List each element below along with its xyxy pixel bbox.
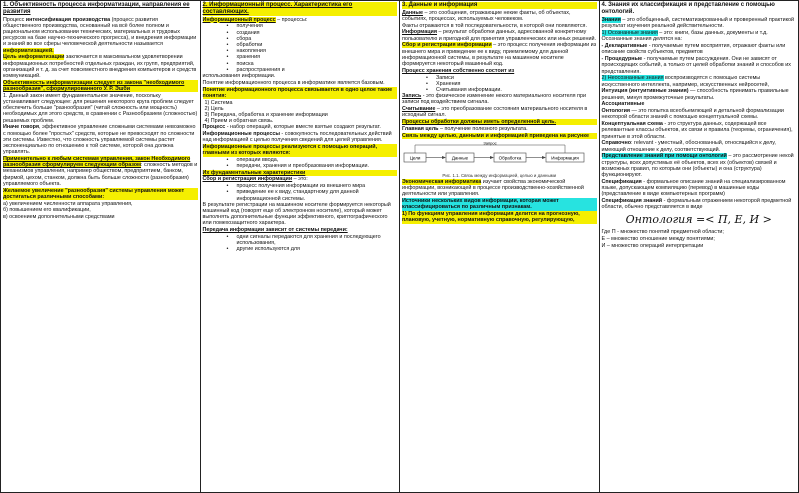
col4-para-9: Онтология — это попытка всеобъемлющей и детальной формализации некоторой области знаний с помощью концептуальной схемы. — [601, 108, 784, 121]
col1-para-10: в) освоением дополнительными средствами — [3, 214, 115, 221]
col4-para-4: - Декларативные - получаемые путем восприятия, отражают факты или описание свойств субъектов, предметов — [601, 43, 786, 56]
section-3-title: 3. Данные и информация — [402, 2, 597, 9]
col4-para-14: Спецификация знаний - формальным отражением некоторой предметной области, обычно представляется в виде — [601, 198, 792, 211]
col4-para-6: 2) Неосознанные знания воспроизводятся с помощью системы искусственного интеллекта, например, искусственных нейросетей, — [601, 75, 769, 88]
col2-para-5: Процесс - набор операций, которые вместе взятые создают результат. — [202, 124, 381, 131]
diagram-label-information: Информация — [551, 155, 579, 161]
col2-para-3: Понятие информационного процесса в информатике является базовым. — [202, 79, 385, 86]
column-1 — [1, 1, 201, 492]
col3-para-7: Считывание – это преобразование состояния материального носителя в исходный сигнал. — [402, 106, 588, 119]
col3-storage-list — [402, 75, 597, 94]
figure-caption: Рис. 1.1. Связь между информацией, целью и данными — [442, 173, 557, 179]
col2-para-11: Передача информации зависит от системы передачи: — [202, 227, 348, 234]
list-item: • процесс получения информации из внешнего мира — [203, 183, 398, 189]
list-item: 3) Передача, обработка и хранение информации — [204, 112, 328, 119]
col4-para-15: Где П - множество понятий предметной области; — [601, 229, 724, 235]
col4-para-5: - Процедурные - получаемые путем рассуждения. Они не зависят от происходящих событий, а только от целей обработки знаний и способов их представления. — [601, 56, 791, 75]
list-item: • Записи — [402, 75, 597, 81]
diagram-arrowhead — [542, 156, 546, 159]
diagram-feedback-line — [415, 145, 565, 153]
col4-para-3: Осознанные знания делятся на: — [601, 36, 683, 43]
diagram-label-data: Данные — [451, 155, 469, 161]
diagram-label-goals: Цели — [409, 155, 421, 161]
list-item: • операции ввода, — [203, 157, 398, 163]
ontology-formula: Онтология =< П, Е, И > — [625, 213, 772, 227]
list-item: • распространения и — [203, 67, 398, 73]
col3-para-3: Информация – результат обработки данных, адресованной конкретному пользователю и пригодной для принятия управленческих или иных решений. — [402, 29, 597, 42]
col4-para-13: Спецификация - формальное описание знаний на специализированном языке, допускающем компиляцию (перевод) в машинные коды (представление в виде компьютерных программ) — [601, 178, 786, 198]
col1-para-1: Процесс интенсификация производства (процесс развития общественного производства, основанный на всё более полном и рациональном использовании технических, материальных и трудовых ресурсов на базе научно-технического прогресса), и внедрения информации и знаний во все сферы человеческой деятельности называется информатизацией. — [3, 16, 197, 54]
col2-para-6: Информационные процессы - совокупность последовательных действий над информацией с целью получения сведений для целей управления. — [202, 131, 392, 144]
col3-para-5: Процесс хранения собственно состоит из — [402, 67, 515, 74]
list-item: • Считывания информации. — [402, 87, 597, 93]
col3-para-12: Источники нескольких видов информации, которая может классифицироваться по различным признакам. — [402, 198, 597, 210]
diagram-label-request: Запрос — [483, 141, 497, 146]
col2-para-2: использования информации. — [202, 73, 276, 80]
col1-para-5: Иначе говоря, эффективное управление сложными системами невозможно с помощью более "простых" средств, которые не превосходят по сложности эти системы. Известно, что сложность управляемой системы растет экспоненциально по отношению к той системе, которой она должна управлять. — [3, 124, 196, 156]
list-item: • обработки — [203, 42, 398, 48]
col3-para-8: Процессы обработки должны иметь определенной цель. — [402, 119, 597, 125]
diagram-svg — [402, 141, 596, 171]
list-item: • Хранения — [402, 81, 597, 87]
list-item: • поиска — [203, 61, 398, 67]
section-4-title: 4. Знания их классификация и представление с помощью онтологий. — [601, 2, 775, 15]
list-item: • одни сигналы передаются для хранения и последующего использования, — [203, 234, 398, 246]
list-item: 2) Цель — [204, 105, 224, 112]
list-item: • приведение ее к виду, стандартному для данной информационной системы. — [203, 189, 398, 201]
col1-para-2: Цель информатизации заключается в максимальном удовлетворении информационных потребностей отдельных граждан, их групп, предприятий, организаций и т. д. за счет повсеместного внедрения компьютеров и средств коммуникаций. — [3, 54, 197, 80]
col1-para-4: 1. Данный закон имеет фундаментальное значение, поскольку устанавливает следующее: для решения некоторого круга проблем следует обеспечить больше "разнообразия" (читай сложность или мощность) необходимых для этого средств, в сравнении с Разнообразием (сложностью) решаемых проблем. — [3, 92, 198, 124]
column-4 — [600, 1, 799, 492]
col2-registration-list — [203, 183, 398, 202]
col2-para-8: Их фундаментальные характеристики — [203, 170, 398, 176]
diagram-label-processing: Обработка — [498, 155, 522, 161]
col3-para-2: Факты отражаются в той последовательности, в которой они появляются. — [402, 22, 587, 29]
col4-para-12: Представление знаний при помощи онтологий – это рассмотрение некой структуры, всех допустимых её объектов, всех их (объектов) связей и возможных правил, по которым они (объекты) и она (структура) функционируют. — [601, 153, 794, 178]
diagram-arrowhead — [490, 156, 494, 159]
col2-para-10: В результате регистрации на машинном носителе формируется некоторый машинный код (говорят еще об электронном носителе), который может выполнять дополнительные функции эффективного, криптографического или помехозащитного характера. — [202, 201, 391, 227]
list-item: • сбора — [203, 36, 398, 42]
col2-para-7: Информационные процессы реализуются с помощью операций, главными из которых являются: — [203, 144, 398, 156]
col3-para-10: Связь между целью, данными и информацией приведена на рисунке — [402, 133, 597, 139]
col4-para-16: Е – множество отношение между понятиями; — [601, 235, 715, 242]
section-2-title: 2. Информационный процесс. Характеристика его составляющих. — [203, 2, 398, 16]
col4-para-11: Справочно: relevant - уместный, обоснованный, относящийся к делу, имеющий отношение к делу, соответствующий. — [601, 140, 776, 153]
col2-transfer-list — [203, 234, 398, 253]
list-item: 4) Прием и обратная связь. — [204, 118, 274, 125]
col2-concept-list — [203, 100, 398, 125]
col4-para-2: 1) Осознанные знания – это: книги, базы данных, документы и т.д. — [601, 29, 768, 36]
col4-para-10: Концептуальная схема - это структура данных, содержащей все релевантные классы объектов, их связи и правила (теоремы, ограничения), принятые в этой области. — [601, 121, 793, 140]
list-item: • передачи, хранения и преобразования информации. — [203, 163, 398, 169]
col3-para-11: Экономическая информатика изучает свойства экономической информации, возникающей в процессе производственно-хозяйственной деятельности или управления. — [402, 179, 584, 198]
column-3 — [400, 1, 600, 492]
col2-operations-list — [203, 157, 398, 169]
col1-para-6: Применительно к любым системам управления, закон Необходимого разнообразия сформулируем следующим образом: сложность методов и механизмов управления, например обществом, предприятием, банком, фирмой, цехом, станком, должна быть больше сложности (разнообразия) управляемого объекта. — [3, 156, 198, 187]
col1-para-8: а) увеличением численности аппарата управления, — [3, 200, 133, 207]
col3-para-9: Главная цель – получение полезного результата. — [402, 126, 528, 132]
col4-para-1: Знания – это обобщенный, систематизированный и проверенный практикой результат изучения реальной действительности. — [601, 16, 795, 29]
col1-para-9: б) повышением его квалификации, — [3, 207, 91, 214]
list-item: • другие используются для — [203, 246, 398, 252]
list-item: • создания — [203, 30, 398, 36]
col1-para-7: Желаемое увеличение "разнообразия" системы управления может достигаться различными способами: — [3, 188, 198, 200]
section-1-title: 1. Объективность процесса информатизации, направления ее развития — [3, 2, 190, 15]
col2-process-list — [203, 23, 398, 73]
col4-para-7: Интуиция (интуитивные знания) — способность принимать правильные решения, минуя промежуточные результаты. — [601, 88, 789, 101]
list-item: • получения — [203, 23, 398, 29]
list-item: • хранения — [203, 54, 398, 60]
col4-para-8: Ассоциативные — [601, 101, 645, 108]
data-information-diagram — [402, 141, 597, 177]
col3-para-4: Сбор и регистрация информации – это процесс получения информации из внешнего мира и приведение ее к виду, приемлемому для данной информационной системы, в результате на машинном носителе формируется некоторый машинный код. — [402, 42, 597, 67]
diagram-arrowhead — [442, 156, 446, 159]
col2-para-4: Понятие информационного процесса связывается в одно целое такие понятия: — [203, 87, 398, 99]
column-2 — [201, 1, 401, 492]
list-item: 1) Система — [204, 99, 233, 106]
col3-para-1: Данные – это сообщения, отражающие некие факты, об объектах, событиях, процессах, используемых человеком. — [402, 9, 571, 22]
col3-para-6: Запись - это физическое изменение некого материального носителя при записи под воздействием сигнала. — [402, 93, 586, 106]
col4-para-17: И – множество операций интерпретации — [601, 242, 704, 249]
col2-para-1: Информационный процесс – процессы: — [202, 16, 308, 23]
col3-para-13: 1) По функциям управления информация делится на прогнозную, плановую, учетную, нормативную справочную, регулирующую, — [402, 211, 597, 223]
list-item: • накопления — [203, 48, 398, 54]
col2-para-9: Сбор и регистрация информации – это: — [202, 176, 308, 183]
col1-para-3: Объективность информатизации следует из закона "необходимого разнообразия", сформулированного У. Р. Эшби — [3, 80, 198, 92]
